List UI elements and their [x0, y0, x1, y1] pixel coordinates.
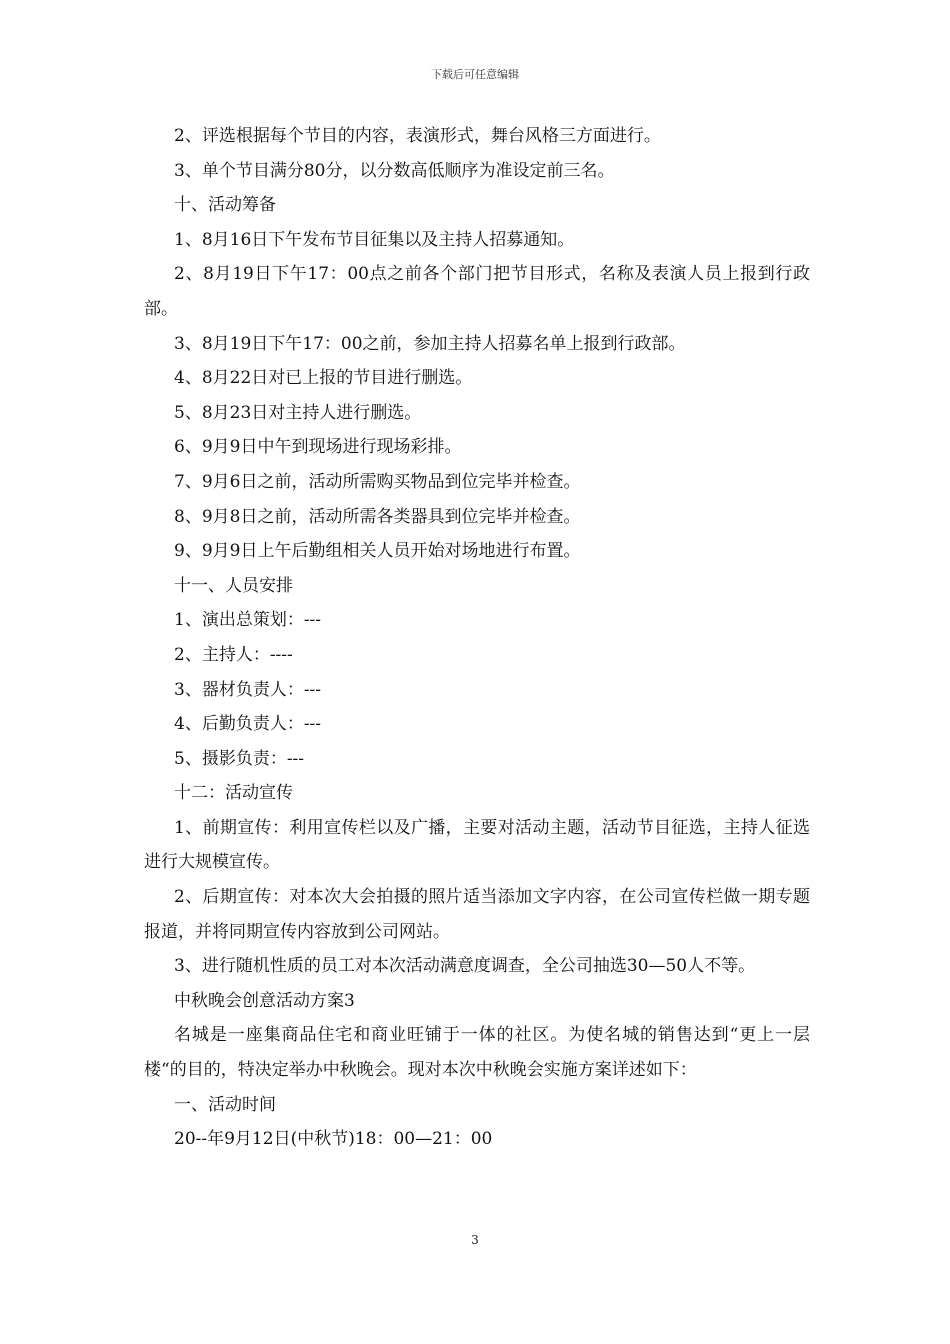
section-heading: 十、活动筹备 — [174, 195, 276, 216]
paragraph: 1、前期宣传：利用宣传栏以及广播，主要对活动主题，活动节目征选，主持人征选进行大规模宣传。 — [144, 817, 810, 873]
paragraph: 8、9月8日之前，活动所需各类器具到位完毕并检查。 — [174, 506, 581, 527]
paragraph: 4、后勤负责人：--- — [174, 714, 322, 735]
paragraph: 3、单个节目满分80分，以分数高低顺序为准设定前三名。 — [174, 160, 615, 181]
paragraph: 2、后期宣传：对本次大会拍摄的照片适当添加文字内容，在公司宣传栏做一期专题报道，并将同期宣传内容放到公司网站。 — [144, 887, 810, 942]
paragraph: 3、8月19日下午17：00之前，参加主持人招募名单上报到行政部。 — [174, 333, 686, 354]
section-heading: 十二：活动宣传 — [174, 783, 293, 804]
paragraph: 20--年9月12日(中秋节)18：00—21：00 — [174, 1129, 493, 1150]
paragraph: 5、摄影负责：--- — [174, 748, 305, 769]
header-note: 下载后可任意编辑 — [431, 68, 519, 81]
section-heading: 中秋晚会创意活动方案3 — [174, 990, 355, 1011]
paragraph: 4、8月22日对已上报的节目进行删选。 — [174, 368, 473, 389]
paragraph: 2、8月19日下午17：00点之前各个部门把节目形式，名称及表演人员上报到行政部。 — [144, 264, 810, 319]
page-number: 3 — [471, 1233, 479, 1247]
paragraph: 2、主持人：---- — [174, 644, 293, 665]
paragraph: 1、演出总策划：--- — [174, 610, 322, 631]
section-heading: 一、活动时间 — [174, 1094, 276, 1115]
paragraph: 1、8月16日下午发布节目征集以及主持人招募通知。 — [174, 229, 575, 250]
paragraph: 6、9月9日中午到现场进行现场彩排。 — [174, 437, 462, 458]
paragraph: 名城是一座集商品住宅和商业旺铺于一体的社区。为使名城的销售达到“更上一层楼“的目的，特决定举办中秋晚会。现对本次中秋晚会实施方案详述如下： — [144, 1025, 810, 1081]
section-heading: 十一、人员安排 — [174, 575, 293, 596]
paragraph: 9、9月9日上午后勤组相关人员开始对场地进行布置。 — [174, 541, 581, 562]
paragraph: 2、评选根据每个节目的内容，表演形式，舞台风格三方面进行。 — [174, 126, 661, 146]
document-body — [144, 119, 810, 1157]
paragraph: 5、8月23日对主持人进行删选。 — [174, 402, 422, 423]
paragraph: 3、器材负责人：--- — [174, 679, 322, 700]
paragraph: 7、9月6日之前，活动所需购买物品到位完毕并检查。 — [174, 471, 581, 492]
paragraph: 3、进行随机性质的员工对本次活动满意度调查，全公司抽选30—50人不等。 — [174, 956, 756, 977]
